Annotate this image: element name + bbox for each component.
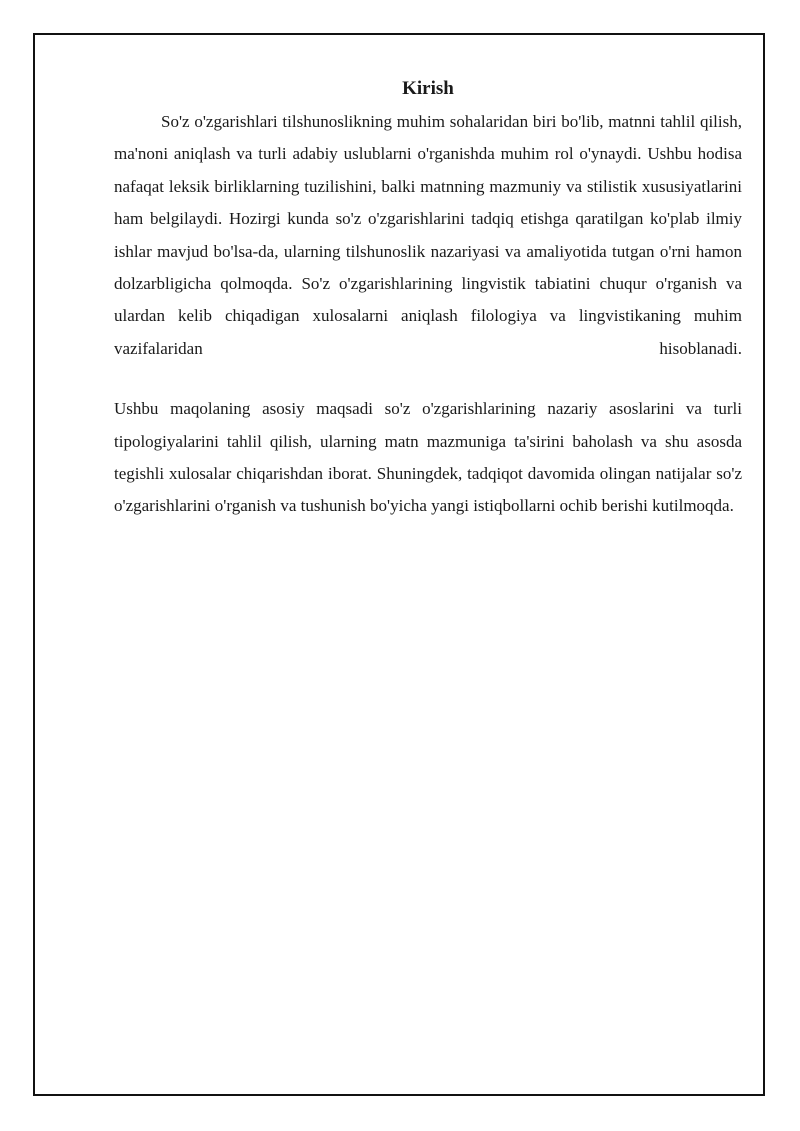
- document-body: [114, 74, 742, 523]
- paragraph-purpose: Ushbu maqolaning asosiy maqsadi so'z o'zgarishlarining nazariy asoslarini va turli tipologiyalarini tahlil qilish, ularning matn mazmuniga ta'sirini baholash va shu asosda tegishli xulosalar chiqarishdan iborat. Shuningdek, tadqiqot davomida olingan natijalar so'z o'zgarishlarini o'rganish va tushunish bo'yicha yangi istiqbollarni ochib berishi kutilmoqda.: [114, 399, 742, 516]
- paragraph-introduction: So'z o'zgarishlari tilshunoslikning muhim sohalaridan biri bo'lib, matnni tahlil qilish, ma'noni aniqlash va turli adabiy uslublarni o'rganishda muhim rol o'ynaydi. Ushbu hodisa nafaqat leksik birliklarning tuzilishini, balki matnning mazmuniy va stilistik xususiyatlarini ham belgilaydi. Hozirgi kunda so'z o'zgarishlarini tadqiq etishga qaratilgan ko'plab ilmiy ishlar mavjud bo'lsa-da, ularning tilshunoslik nazariyasi va amaliyotida tutgan o'rni hamon dolzarbligicha qolmoqda. So'z o'zgarishlarining lingvistik tabiatini chuqur o'rganish va ulardan kelib chiqadigan xulosalarni aniqlash filologiya va lingvistikaning muhim vazifalaridan hisoblanadi.: [114, 112, 742, 358]
- document-title: Kirish: [402, 78, 454, 99]
